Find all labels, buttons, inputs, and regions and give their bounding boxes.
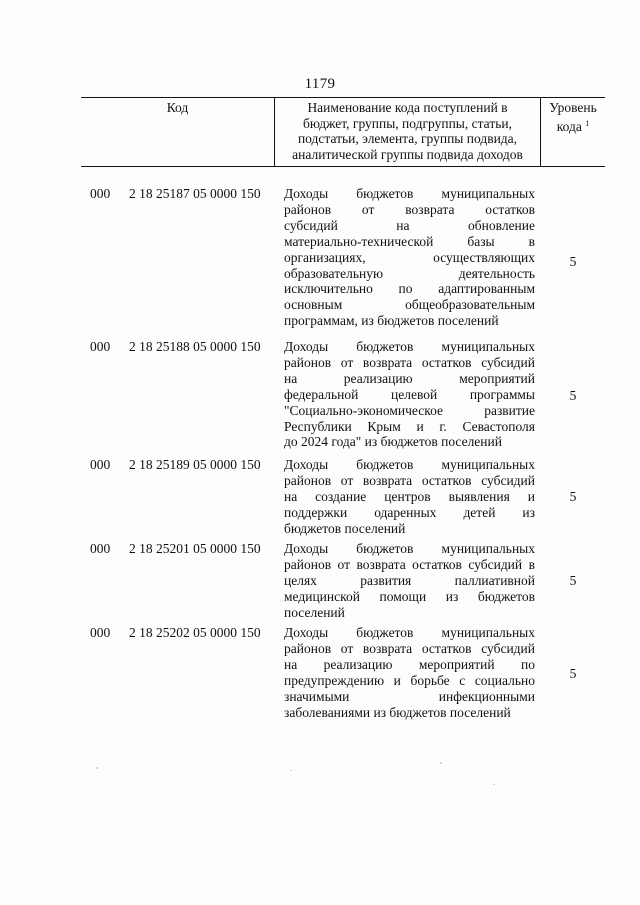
header-name-column: [275, 98, 541, 166]
page-number: 1179: [304, 76, 336, 92]
row-name-line: Республики Крым и г. Севастополя: [284, 418, 535, 434]
row-name-line: программам, из бюджетов поселений: [284, 313, 499, 329]
row-name: [284, 186, 535, 329]
row-name-line: целях развития паллиативной: [284, 572, 535, 588]
row-name-line: на создание центров выявления и: [284, 488, 535, 504]
row-level: 5: [569, 388, 577, 403]
row-name-line: бюджетов поселений: [284, 520, 406, 536]
row-name-line: Доходы бюджетов муниципальных: [284, 541, 535, 556]
header-name-line: бюджет, группы, подгруппы, статьи,: [303, 115, 512, 131]
row-name-line: медицинской помощи из бюджетов: [284, 588, 535, 604]
row-prefix: 000: [90, 186, 111, 201]
row-code: 2 18 25188 05 0000 150: [129, 339, 261, 354]
header-code-column: [81, 98, 275, 166]
header-name-line: подстатьи, элемента, группы подвида,: [297, 131, 518, 146]
row-name-line: поселений: [284, 604, 345, 620]
row-name-line: исключительно по адаптированным: [284, 281, 535, 297]
header-level-label: кода: [556, 118, 582, 134]
row-prefix: 000: [90, 457, 111, 472]
header-level-line2: [541, 116, 605, 135]
row-name-line: Доходы бюджетов муниципальных: [284, 186, 535, 201]
header-name-line: аналитической группы подвида доходов: [292, 146, 523, 162]
row-name-line: районов от возврата остатков субсидий: [284, 472, 535, 488]
row-name-line: Доходы бюджетов муниципальных: [284, 339, 535, 354]
row-name-line: районов от возврата остатков субсидий: [284, 354, 535, 370]
row-name-line: Доходы бюджетов муниципальных: [284, 625, 535, 640]
row-level: 5: [569, 666, 577, 681]
row-name-line: районов от возврата остатков: [284, 201, 535, 217]
row-name-line: до 2024 года" из бюджетов поселений: [284, 434, 502, 450]
header-level-line1: Уровень: [549, 100, 597, 115]
row-name-line: на реализацию мероприятий: [284, 370, 535, 386]
row-name-line: значимыми инфекционными: [284, 688, 535, 704]
row-name-line: образовательную деятельность: [284, 265, 535, 281]
scan-speck: [290, 770, 292, 771]
header-level-column: [541, 98, 605, 166]
row-name-line: основным общеобразовательным: [284, 297, 535, 313]
row-code: 2 18 25187 05 0000 150: [129, 186, 261, 201]
header-level-footnote: 1: [585, 118, 590, 128]
scan-speck: [440, 762, 442, 764]
row-code: 2 18 25202 05 0000 150: [129, 625, 261, 640]
row-name-line: районов от возврата остатков субсидий: [284, 640, 535, 656]
row-level: 5: [569, 254, 577, 269]
row-name-line: федеральной целевой программы: [284, 386, 535, 402]
row-name-line: материально-технической базы в: [284, 233, 535, 249]
row-prefix: 000: [90, 625, 111, 640]
row-name-line: организациях, осуществляющих: [284, 249, 535, 265]
row-level: 5: [569, 489, 577, 504]
row-prefix: 000: [90, 541, 111, 556]
header-name-line: Наименование кода поступлений в: [307, 100, 508, 115]
row-name: [284, 541, 535, 621]
row-name: [284, 339, 535, 450]
row-name-line: "Социально-экономическое развитие: [284, 402, 535, 418]
row-name-line: поддержки одаренных детей из: [284, 504, 535, 520]
row-prefix: 000: [90, 339, 111, 354]
scan-speck: [493, 784, 495, 785]
row-name-line: заболеваниями из бюджетов поселений: [284, 704, 511, 720]
row-name: [284, 457, 535, 537]
scan-speck: [96, 767, 98, 769]
table-header: [81, 97, 605, 167]
row-name-line: субсидий на обновление: [284, 217, 535, 233]
header-code-label: Код: [166, 100, 189, 115]
row-name-line: Доходы бюджетов муниципальных: [284, 457, 535, 472]
row-code: 2 18 25201 05 0000 150: [129, 541, 261, 556]
row-level: 5: [569, 573, 577, 588]
row-name-line: предупреждению и борьбе с социально: [284, 672, 535, 688]
row-code: 2 18 25189 05 0000 150: [129, 457, 261, 472]
row-name-line: районов от возврата остатков субсидий в: [284, 556, 535, 572]
row-name-line: на реализацию мероприятий по: [284, 656, 535, 672]
row-name: [284, 625, 535, 720]
